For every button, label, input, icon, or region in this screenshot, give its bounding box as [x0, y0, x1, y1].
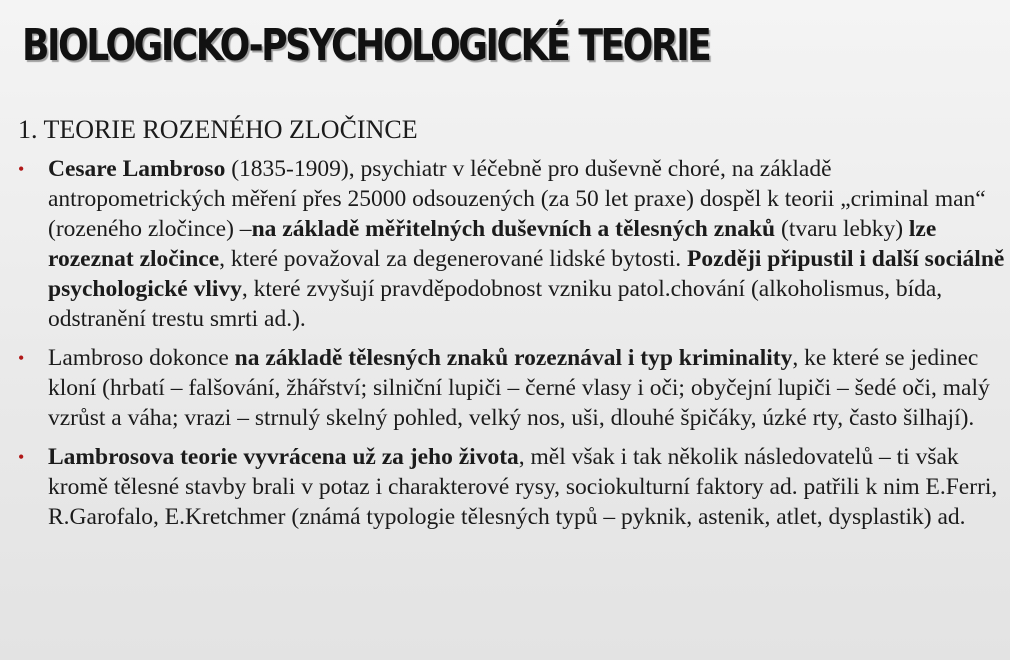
bullet-text-bold: Cesare Lambroso [48, 156, 226, 182]
bullet-marker-icon: • [18, 348, 25, 368]
bullet-text-bold: Později připustil i další sociálně psychologické vlivy [48, 246, 1005, 302]
bullet-text-plain: (1835-1909), psychiatr v léčebně pro duševně choré, na základě antropometrických měření přes 25000 odsouzených (za 50 let praxe) dospěl k teorii „criminal man“ (rozeného zločince) – [48, 156, 986, 242]
slide-subtitle: 1. TEORIE ROZENÉHO ZLOČINCE [18, 115, 418, 144]
bullet-item [18, 442, 1008, 532]
bullet-text-plain: (tvaru lebky) [775, 216, 909, 242]
bullet-text-bold: lze rozeznat zločince [48, 216, 937, 272]
bullet-text [48, 156, 1004, 332]
bullet-text-plain: , které považoval za degenerované lidské bytosti. [219, 246, 688, 272]
bullet-list [18, 154, 1008, 541]
bullet-marker-icon: • [18, 159, 25, 179]
bullet-text-plain: , měl však i tak několik následovatelů – ti však kromě tělesné stavby brali v potaz i charakterové rysy, sociokulturní faktory ad. patřili k nim E.Ferri, R.Garofalo, E.Kretchmer (známá typologie tělesných typů – pyknik, astenik, atlet, dysplastik) ad. [48, 444, 998, 530]
bullet-text [48, 345, 990, 431]
bullet-text [48, 444, 997, 530]
bullet-text-plain: Lambroso dokonce [48, 345, 235, 371]
slide-title: BIOLOGICKO-PSYCHOLOGICKÉ TEORIE [22, 20, 710, 71]
bullet-item [18, 154, 1008, 334]
bullet-item [18, 343, 1008, 433]
bullet-text-bold: na základě tělesných znaků rozeznával i typ kriminality [234, 345, 793, 371]
bullet-text-bold: Lambrosova teorie vyvrácena už za jeho života [48, 444, 519, 470]
bullet-marker-icon: • [18, 447, 25, 467]
bullet-text-plain: , které zvyšují pravděpodobnost vzniku patol.chování (alkoholismus, bída, odstranění trestu smrti ad.). [48, 276, 943, 332]
bullet-text-bold: na základě měřitelných duševních a tělesných znaků [251, 216, 776, 242]
bullet-text-plain: , ke které se jedinec kloní (hrbatí – falšování, žhářství; silniční lupiči – černé vlasy i oči; obyčejní lupiči – šedé oči, malý vzrůst a váha; vrazi – strnulý skelný pohled, velký nos, uši, dlouhé špičáky, úzké rty, často šilhají). [48, 345, 990, 431]
